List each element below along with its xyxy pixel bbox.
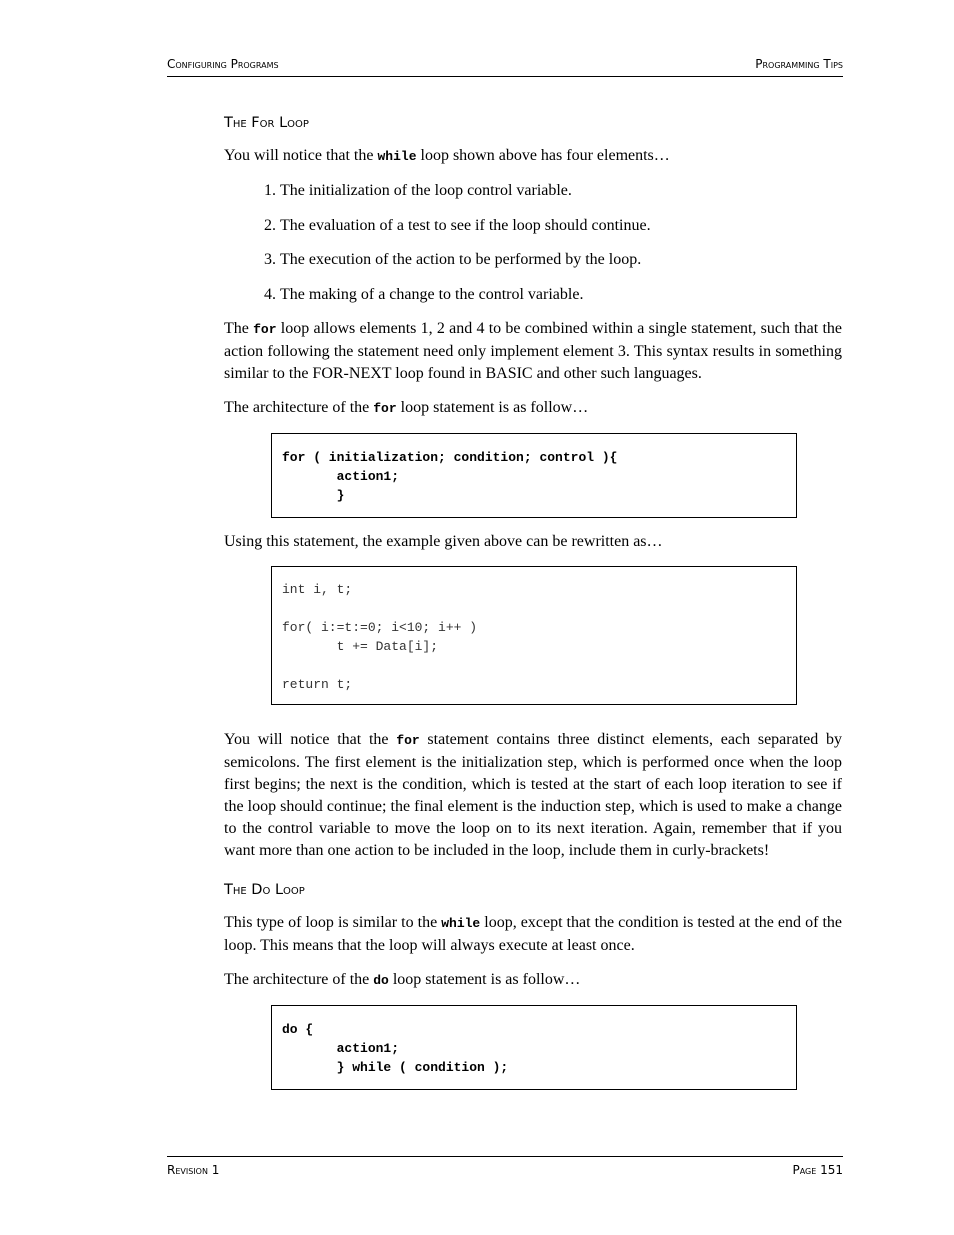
- inline-code-while: while: [441, 916, 481, 931]
- code-line: [282, 656, 786, 675]
- code-line: } while ( condition );: [282, 1060, 509, 1075]
- text-run: loop statement is as follow…: [396, 399, 589, 416]
- list-item: 3. The execution of the action to be performed by the loop.: [280, 249, 842, 271]
- for-syntax-code-block: [271, 433, 797, 518]
- rewrite-intro-paragraph: Using this statement, the example given above can be rewritten as…: [224, 533, 663, 550]
- for-example-code-block: [271, 566, 797, 705]
- code-line: action1;: [282, 469, 400, 484]
- text-run: The: [224, 320, 254, 337]
- do-intro-paragraph: [224, 912, 842, 957]
- text-run: loop, except that the condition is tested at the end of the loop. This means that the loop will always execute at least once.: [224, 914, 842, 954]
- code-line: t += Data[i];: [282, 639, 439, 654]
- footer-revision: Revision 1: [167, 1163, 220, 1177]
- code-line: return t;: [282, 677, 353, 692]
- text-run: The architecture of the: [224, 399, 374, 416]
- do-architecture-paragraph: [224, 969, 842, 992]
- section-title-for-loop: The For Loop: [224, 115, 309, 131]
- inline-code-do: do: [373, 973, 389, 988]
- code-line: do {: [282, 1022, 314, 1037]
- page-header: [167, 56, 843, 77]
- inline-code-for: for: [373, 401, 397, 416]
- inline-code-for: for: [253, 322, 277, 337]
- for-elements-explanation-paragraph: [224, 729, 842, 862]
- list-item: 2. The evaluation of a test to see if the loop should continue.: [280, 215, 842, 237]
- text-run: This type of loop is similar to the: [224, 914, 442, 931]
- do-syntax-code-block: [271, 1005, 797, 1090]
- section-title-do-loop: The Do Loop: [224, 882, 305, 898]
- text-run: loop shown above has four elements…: [416, 147, 670, 164]
- text-run: loop allows elements 1, 2 and 4 to be combined within a single statement, such that the action following the statement need only implement element 3. This syntax results in something similar to the FOR-NEXT loop found in BASIC and other such languages.: [224, 320, 842, 382]
- text-run: loop statement is as follow…: [388, 971, 581, 988]
- loop-elements-list: [224, 180, 842, 306]
- page-footer: [167, 1156, 843, 1177]
- header-section: Programming Tips: [755, 57, 843, 71]
- list-item: 1. The initialization of the loop control variable.: [280, 180, 842, 202]
- code-line: [282, 599, 786, 618]
- code-line: for( i:=t:=0; i<10; i++ ): [282, 620, 478, 635]
- text-run: You will notice that the: [224, 731, 397, 748]
- code-line: for ( initialization; condition; control ){: [282, 450, 618, 465]
- header-chapter: Configuring Programs: [167, 57, 279, 71]
- for-intro-paragraph: [224, 145, 842, 168]
- text-run: You will notice that the: [224, 147, 378, 164]
- inline-code-for: for: [396, 733, 420, 748]
- footer-page-number: Page 151: [792, 1163, 843, 1177]
- text-run: The architecture of the: [224, 971, 374, 988]
- for-architecture-paragraph: [224, 397, 842, 420]
- for-description-paragraph: [224, 318, 842, 385]
- code-line: action1;: [282, 1041, 400, 1056]
- list-item: 4. The making of a change to the control variable.: [280, 284, 842, 306]
- code-line: int i, t;: [282, 582, 353, 597]
- text-run: statement contains three distinct elements, each separated by semicolons. The first element is the initialization step, which is performed once when the loop first begins; the next is the condition, which is tested at the start of each loop iteration to see if the loop should continue; the final element is the induction step, which is used to make a change to the control variable to move the loop on to its next iteration. Again, remember that if you want more than one action to be included in the loop, include them in curly-brackets!: [224, 731, 843, 859]
- inline-code-while: while: [377, 149, 417, 164]
- code-line: }: [282, 488, 345, 503]
- page-content: [224, 113, 842, 1103]
